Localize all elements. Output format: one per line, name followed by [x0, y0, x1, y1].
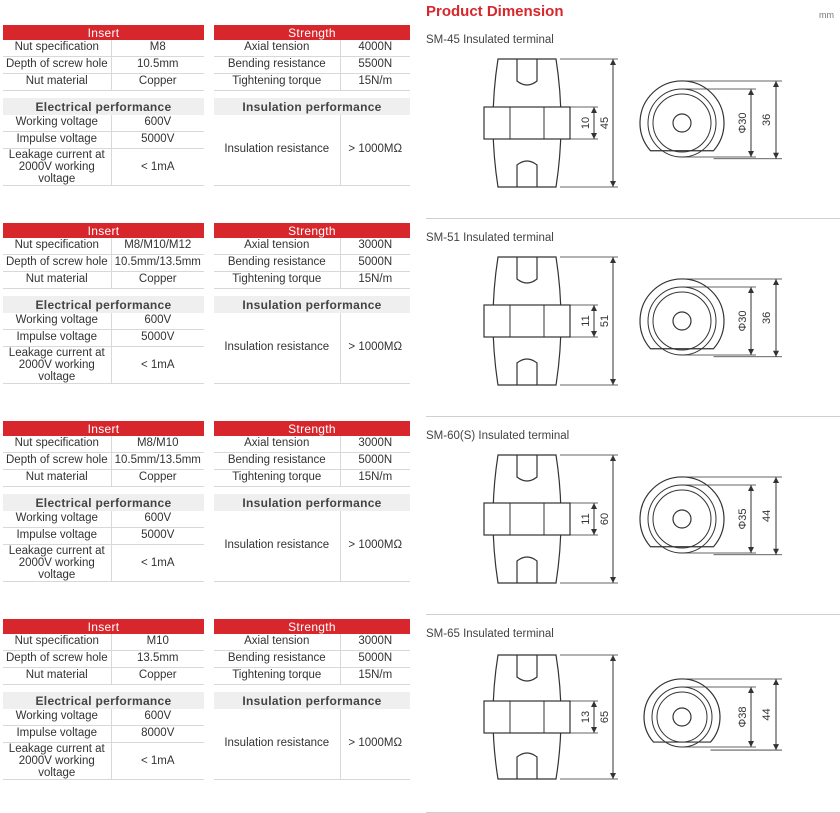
nut-dimension-label: 11 — [580, 315, 592, 327]
insert-header: Insert — [3, 421, 204, 436]
nut-dimension-arrow-top — [591, 503, 597, 509]
insulation-header: Insulation performance — [214, 296, 410, 313]
spec-label: Working voltage — [3, 313, 111, 330]
table-row — [3, 726, 204, 743]
table-row — [214, 709, 410, 780]
strength-header: Strength — [214, 223, 410, 238]
section-divider — [426, 614, 840, 615]
spec-label: Insulation resistance — [214, 709, 340, 780]
insert-header: Insert — [3, 25, 204, 40]
spec-value: 5000V — [111, 528, 204, 545]
spec-value: > 1000MΩ — [340, 115, 410, 186]
spec-label: Nut material — [3, 668, 111, 685]
spec-value: 3000N — [340, 634, 410, 651]
insert-header: Insert — [3, 223, 204, 238]
height-dimension-arrow-top — [610, 655, 616, 661]
spec-label: Depth of screw hole — [3, 453, 111, 470]
spec-value: 15N/m — [340, 668, 410, 685]
nut-dimension-arrow-bottom — [591, 331, 597, 337]
spec-value: > 1000MΩ — [340, 709, 410, 780]
table-row — [214, 40, 410, 57]
spec-value: Copper — [111, 74, 204, 91]
height-dimension-label: 51 — [599, 314, 611, 328]
spec-label: Axial tension — [214, 238, 340, 255]
nut-dimension-arrow-bottom — [591, 529, 597, 535]
insulation-header: Insulation performance — [214, 692, 410, 709]
diameter-dimension-arrow-bottom — [748, 547, 754, 553]
spec-label: Leakage current at 2000V working voltage — [3, 347, 111, 384]
spec-value: Copper — [111, 470, 204, 487]
strength-insulation-table — [214, 25, 410, 186]
table-row — [3, 453, 204, 470]
table-row — [3, 255, 204, 272]
width-dimension-arrow-bottom — [773, 744, 779, 750]
diameter-dimension-label: Φ38 — [737, 706, 749, 728]
table-row — [214, 313, 410, 384]
table-row — [3, 634, 204, 651]
spec-label: Insulation resistance — [214, 115, 340, 186]
unit-label: mm — [819, 10, 834, 20]
strength-insulation-table — [214, 619, 410, 780]
table-row — [214, 651, 410, 668]
table-row — [3, 115, 204, 132]
width-dimension-arrow-top — [773, 679, 779, 685]
spec-value: Copper — [111, 668, 204, 685]
table-row — [3, 668, 204, 685]
table-row — [214, 115, 410, 186]
diameter-dimension-label: Φ30 — [737, 310, 749, 332]
spec-value: M8/M10 — [111, 436, 204, 453]
terminal-name: SM-65 Insulated terminal — [426, 628, 554, 640]
spec-label: Tightening torque — [214, 74, 340, 91]
table-row — [3, 651, 204, 668]
table-row — [214, 453, 410, 470]
diameter-dimension-arrow-top — [748, 287, 754, 293]
table-row — [3, 238, 204, 255]
spec-label: Depth of screw hole — [3, 651, 111, 668]
spec-label: Working voltage — [3, 115, 111, 132]
table-row — [3, 470, 204, 487]
table-row — [214, 255, 410, 272]
spec-value: 10.5mm/13.5mm — [111, 453, 204, 470]
terminal-name: SM-51 Insulated terminal — [426, 232, 554, 244]
spec-value: 5000N — [340, 255, 410, 272]
table-row — [3, 272, 204, 289]
spec-label: Bending resistance — [214, 255, 340, 272]
top-view — [640, 81, 724, 157]
spec-value: 600V — [111, 313, 204, 330]
spec-label: Tightening torque — [214, 470, 340, 487]
spec-label: Working voltage — [3, 511, 111, 528]
side-view — [484, 455, 570, 583]
electrical-header: Electrical performance — [3, 296, 204, 313]
height-dimension-arrow-top — [610, 257, 616, 263]
spec-label: Leakage current at 2000V working voltage — [3, 743, 111, 780]
spec-value: > 1000MΩ — [340, 313, 410, 384]
spec-value: 3000N — [340, 436, 410, 453]
spec-value: 5000V — [111, 330, 204, 347]
nut-dimension-arrow-top — [591, 305, 597, 311]
side-view — [484, 59, 570, 187]
spec-value: < 1mA — [111, 347, 204, 384]
nut-hole — [673, 312, 691, 330]
table-row — [214, 74, 410, 91]
spec-label: Axial tension — [214, 436, 340, 453]
width-dimension-label: 36 — [761, 113, 773, 126]
dimension-drawing — [470, 449, 800, 599]
dimension-drawing — [470, 647, 800, 797]
table-row — [3, 57, 204, 74]
spec-label: Axial tension — [214, 634, 340, 651]
spec-value: 5000N — [340, 453, 410, 470]
table-row — [3, 313, 204, 330]
spec-value: 13.5mm — [111, 651, 204, 668]
spec-label: Impulse voltage — [3, 528, 111, 545]
spec-label: Bending resistance — [214, 651, 340, 668]
strength-header: Strength — [214, 421, 410, 436]
table-row — [214, 272, 410, 289]
spec-value: 4000N — [340, 40, 410, 57]
height-dimension-arrow-bottom — [610, 379, 616, 385]
table-row — [214, 57, 410, 74]
spec-value: < 1mA — [111, 743, 204, 780]
nut-dimension-label: 10 — [580, 116, 592, 130]
table-row — [3, 511, 204, 528]
spec-value: < 1mA — [111, 149, 204, 186]
nut-hole — [673, 708, 691, 726]
section-divider — [426, 416, 840, 417]
diameter-dimension-label: Φ35 — [737, 508, 749, 530]
table-row — [3, 132, 204, 149]
table-row — [214, 511, 410, 582]
height-dimension-arrow-bottom — [610, 577, 616, 583]
height-dimension-label: 45 — [599, 116, 611, 130]
top-view — [640, 279, 724, 355]
spec-value: 600V — [111, 511, 204, 528]
collar-band — [484, 107, 570, 139]
spec-label: Axial tension — [214, 40, 340, 57]
side-view — [484, 655, 570, 779]
spec-label: Leakage current at 2000V working voltage — [3, 149, 111, 186]
spec-value: 15N/m — [340, 272, 410, 289]
spec-value: > 1000MΩ — [340, 511, 410, 582]
spec-label: Nut specification — [3, 238, 111, 255]
width-dimension-arrow-top — [773, 477, 779, 483]
table-row — [3, 330, 204, 347]
insert-electrical-table — [3, 25, 204, 186]
spec-label: Impulse voltage — [3, 726, 111, 743]
spec-label: Leakage current at 2000V working voltage — [3, 545, 111, 582]
height-dimension-arrow-top — [610, 455, 616, 461]
section-divider — [426, 218, 840, 219]
spec-label: Nut material — [3, 74, 111, 91]
table-row — [3, 743, 204, 780]
spec-label: Nut specification — [3, 436, 111, 453]
width-dimension-label: 44 — [761, 509, 773, 522]
diameter-dimension-label: Φ30 — [737, 112, 749, 134]
spec-value: Copper — [111, 272, 204, 289]
table-row — [3, 347, 204, 384]
diameter-dimension-arrow-bottom — [748, 151, 754, 157]
collar-band — [484, 503, 570, 535]
diameter-dimension-arrow-top — [748, 687, 754, 693]
width-dimension-arrow-bottom — [773, 153, 779, 159]
spec-value: M10 — [111, 634, 204, 651]
top-view — [644, 679, 720, 747]
spec-label: Working voltage — [3, 709, 111, 726]
spec-value: 10.5mm/13.5mm — [111, 255, 204, 272]
spec-value: 3000N — [340, 238, 410, 255]
nut-dimension-label: 11 — [580, 513, 592, 525]
spec-label: Depth of screw hole — [3, 255, 111, 272]
spec-label: Nut material — [3, 470, 111, 487]
spec-value: 15N/m — [340, 74, 410, 91]
table-row — [214, 238, 410, 255]
side-view — [484, 257, 570, 385]
dimension-drawing — [470, 251, 800, 401]
dimension-drawing — [470, 53, 800, 203]
spec-value: M8/M10/M12 — [111, 238, 204, 255]
height-dimension-arrow-bottom — [610, 181, 616, 187]
diameter-dimension-arrow-top — [748, 485, 754, 491]
collar-band — [484, 701, 570, 733]
height-dimension-label: 65 — [599, 710, 611, 724]
spec-value: 5500N — [340, 57, 410, 74]
terminal-name: SM-60(S) Insulated terminal — [426, 430, 570, 442]
spec-label: Bending resistance — [214, 57, 340, 74]
width-dimension-arrow-bottom — [773, 549, 779, 555]
nut-dimension-arrow-top — [591, 701, 597, 707]
spec-value: 8000V — [111, 726, 204, 743]
table-row — [3, 40, 204, 57]
spec-label: Impulse voltage — [3, 330, 111, 347]
insert-electrical-table — [3, 619, 204, 780]
height-dimension-arrow-top — [610, 59, 616, 65]
spec-value: 15N/m — [340, 470, 410, 487]
spec-value: < 1mA — [111, 545, 204, 582]
spec-value: 600V — [111, 709, 204, 726]
table-row — [3, 436, 204, 453]
nut-dimension-arrow-bottom — [591, 133, 597, 139]
strength-insulation-table — [214, 421, 410, 582]
spec-label: Impulse voltage — [3, 132, 111, 149]
collar-band — [484, 305, 570, 337]
spec-label: Nut material — [3, 272, 111, 289]
insert-header: Insert — [3, 619, 204, 634]
nut-hole — [673, 114, 691, 132]
spec-label: Tightening torque — [214, 272, 340, 289]
height-dimension-label: 60 — [599, 512, 611, 526]
electrical-header: Electrical performance — [3, 98, 204, 115]
electrical-header: Electrical performance — [3, 494, 204, 511]
strength-insulation-table — [214, 223, 410, 384]
table-row — [214, 668, 410, 685]
width-dimension-arrow-top — [773, 81, 779, 87]
insulation-header: Insulation performance — [214, 98, 410, 115]
nut-dimension-label: 13 — [580, 710, 592, 724]
terminal-name: SM-45 Insulated terminal — [426, 34, 554, 46]
spec-value: 5000V — [111, 132, 204, 149]
nut-dimension-arrow-bottom — [591, 727, 597, 733]
spec-value: 5000N — [340, 651, 410, 668]
spec-label: Insulation resistance — [214, 313, 340, 384]
table-row — [214, 634, 410, 651]
height-dimension-arrow-bottom — [610, 773, 616, 779]
spec-label: Nut specification — [3, 40, 111, 57]
insert-electrical-table — [3, 223, 204, 384]
spec-value: 600V — [111, 115, 204, 132]
nut-dimension-arrow-top — [591, 107, 597, 113]
page-title: Product Dimension — [426, 3, 564, 20]
table-row — [3, 149, 204, 186]
table-row — [3, 709, 204, 726]
spec-label: Depth of screw hole — [3, 57, 111, 74]
electrical-header: Electrical performance — [3, 692, 204, 709]
table-row — [3, 528, 204, 545]
spec-label: Bending resistance — [214, 453, 340, 470]
width-dimension-label: 36 — [761, 311, 773, 324]
spec-value: 10.5mm — [111, 57, 204, 74]
strength-header: Strength — [214, 25, 410, 40]
table-row — [214, 436, 410, 453]
width-dimension-arrow-bottom — [773, 351, 779, 357]
table-row — [3, 74, 204, 91]
insert-electrical-table — [3, 421, 204, 582]
width-dimension-label: 44 — [761, 708, 773, 721]
spec-value: M8 — [111, 40, 204, 57]
insulation-header: Insulation performance — [214, 494, 410, 511]
spec-label: Tightening torque — [214, 668, 340, 685]
nut-hole — [673, 510, 691, 528]
diameter-dimension-arrow-bottom — [748, 741, 754, 747]
width-dimension-arrow-top — [773, 279, 779, 285]
top-view — [640, 477, 724, 553]
diameter-dimension-arrow-bottom — [748, 349, 754, 355]
spec-label: Insulation resistance — [214, 511, 340, 582]
table-row — [3, 545, 204, 582]
diameter-dimension-arrow-top — [748, 89, 754, 95]
spec-label: Nut specification — [3, 634, 111, 651]
table-row — [214, 470, 410, 487]
strength-header: Strength — [214, 619, 410, 634]
